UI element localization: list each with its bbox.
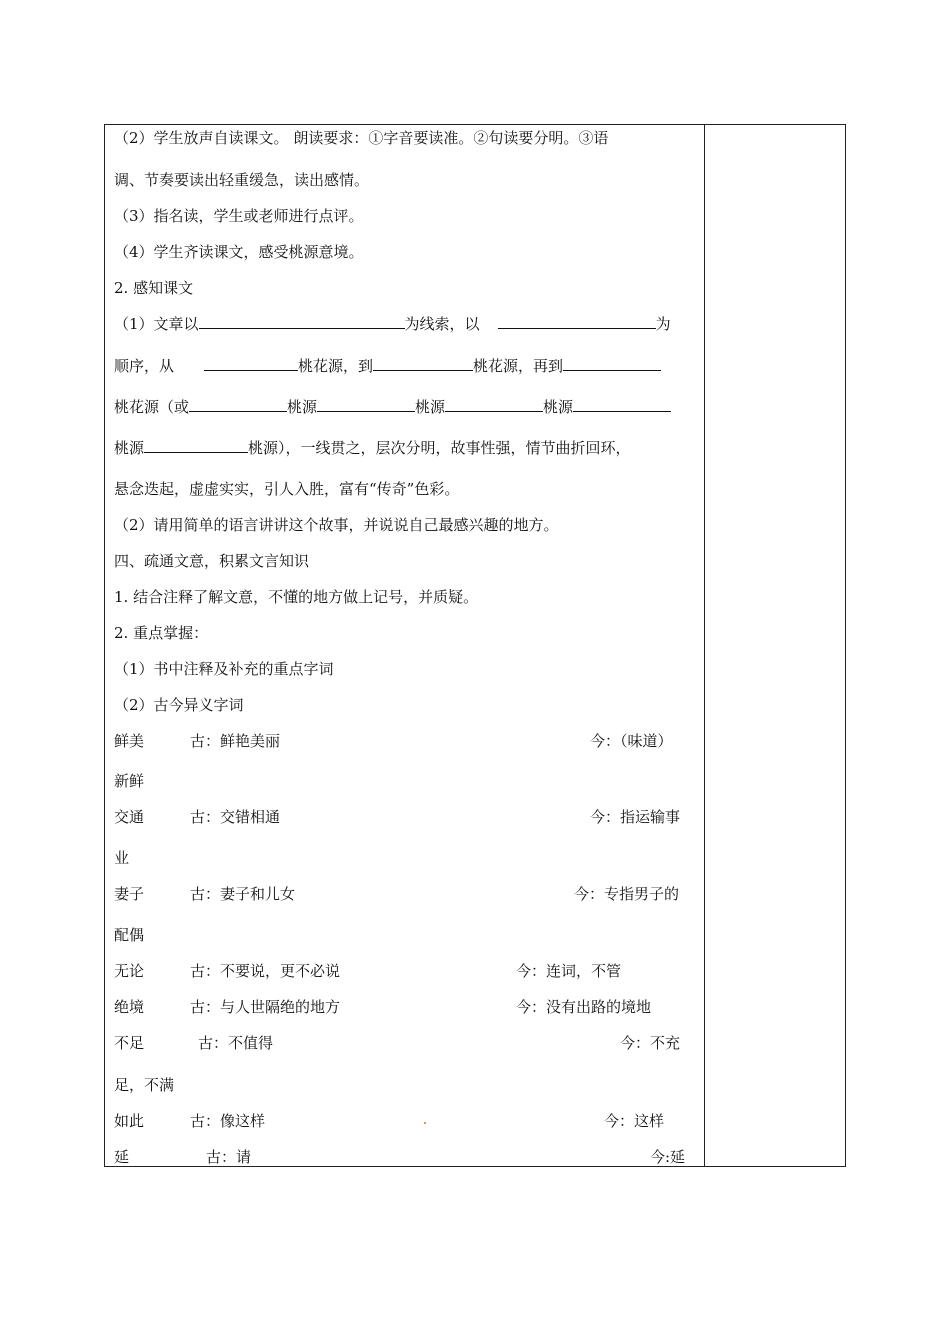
vocab-modern-meaning: 今：专指男子的 <box>574 885 680 903</box>
task-read-notes: 1. 结合注释了解文意，不懂的地方做上记号，并质疑。 <box>114 588 479 606</box>
vocab-modern-continued: 配偶 <box>114 926 145 944</box>
fill-text: 桃源 <box>415 398 446 416</box>
blank-field[interactable] <box>445 397 543 412</box>
vocab-word: 鲜美 <box>114 732 145 750</box>
fill-text: 桃源 <box>543 398 574 416</box>
subtask-ancient-modern-words: （2）古今异义字词 <box>114 696 244 714</box>
vocab-ancient-meaning: 古：像这样 <box>190 1112 266 1130</box>
vocab-word: 妻子 <box>114 885 145 903</box>
fill-text: 桃源 <box>114 439 145 457</box>
fill-text: （1）文章以 <box>114 315 199 333</box>
vocab-word: 无论 <box>114 962 145 980</box>
blank-field[interactable] <box>204 356 298 371</box>
blank-field[interactable] <box>563 356 661 371</box>
section-four-heading: 四、疏通文意，积累文言知识 <box>114 552 310 570</box>
vocab-ancient-meaning: 古：与人世隔绝的地方 <box>190 998 341 1016</box>
blank-field[interactable] <box>373 356 473 371</box>
step-group-reading: （4）学生齐读课文，感受桃源意境。 <box>114 243 364 261</box>
vocab-ancient-meaning: 古：交错相通 <box>190 808 281 826</box>
blank-field[interactable] <box>189 397 287 412</box>
blank-field[interactable] <box>498 314 656 329</box>
blank-field[interactable] <box>317 397 415 412</box>
reading-requirements-line1: （2）学生放声自读课文。 朗读要求：①字音要读准。②句读要分明。③语 <box>114 129 609 147</box>
fill-text: 为 <box>655 315 671 333</box>
vocab-ancient-meaning: 古：不要说，更不必说 <box>190 962 341 980</box>
vocab-modern-meaning: 今：不充 <box>620 1034 681 1052</box>
fill-text: 顺序，从 <box>114 357 175 375</box>
fill-text: 桃源 <box>287 398 318 416</box>
fill-text: 桃源），一线贯之，层次分明，故事性强，情节曲折回环， <box>248 439 631 457</box>
vocab-ancient-meaning: 古：不值得 <box>198 1034 274 1052</box>
vocab-modern-meaning: 今：指运输事 <box>590 808 681 826</box>
vocab-word: 交通 <box>114 808 145 826</box>
vocab-modern-meaning: 今：连词，不管 <box>516 962 622 980</box>
task-key-points: 2. 重点掌握： <box>114 624 209 642</box>
table-column-divider <box>704 124 705 1167</box>
vocab-word: 如此 <box>114 1112 145 1130</box>
vocab-ancient-meaning: 古：妻子和儿女 <box>190 885 296 903</box>
fill-blank-line1 <box>114 314 671 334</box>
fill-blank-line2 <box>114 356 661 376</box>
fill-text: 为线索，以 <box>404 315 480 333</box>
blank-field[interactable] <box>199 314 405 329</box>
vocab-word: 不足 <box>114 1034 145 1052</box>
subtask-key-words: （1）书中注释及补充的重点字词 <box>114 660 334 678</box>
vocab-word: 绝境 <box>114 998 145 1016</box>
vocab-word: 延 <box>114 1148 130 1166</box>
fill-blank-line3 <box>114 397 671 417</box>
vocab-modern-continued: 业 <box>114 849 130 867</box>
vocab-modern-continued: 足，不满 <box>114 1076 175 1094</box>
fill-text: 桃花源，再到 <box>473 357 564 375</box>
fill-text: 桃花源（或 <box>114 398 190 416</box>
vocab-modern-meaning: 今：没有出路的境地 <box>516 998 652 1016</box>
reading-requirements-line2: 调、节奏要读出轻重缓急，读出感情。 <box>114 171 370 189</box>
vocab-ancient-meaning: 古：请 <box>206 1148 252 1166</box>
story-summary-line: 悬念迭起，虚虚实实，引人入胜，富有“传奇”色彩。 <box>114 480 460 498</box>
vocab-modern-meaning: 今：（味道） <box>590 732 673 750</box>
blank-field[interactable] <box>144 438 248 453</box>
blank-field[interactable] <box>573 397 671 412</box>
vocab-modern-continued: 新鲜 <box>114 772 145 790</box>
vocab-ancient-meaning: 古：鲜艳美丽 <box>190 732 281 750</box>
vocab-modern-meaning: 今：这样 <box>604 1112 665 1130</box>
stray-dot-mark <box>424 1122 426 1124</box>
task-tell-story: （2）请用简单的语言讲讲这个故事，并说说自己最感兴趣的地方。 <box>114 516 559 534</box>
fill-blank-line4 <box>114 438 631 458</box>
vocab-modern-meaning: 今:延 <box>650 1148 686 1166</box>
step-named-reading: （3）指名读，学生或老师进行点评。 <box>114 207 364 225</box>
fill-text: 桃花源，到 <box>298 357 374 375</box>
section-perceive-text: 2. 感知课文 <box>114 279 194 297</box>
